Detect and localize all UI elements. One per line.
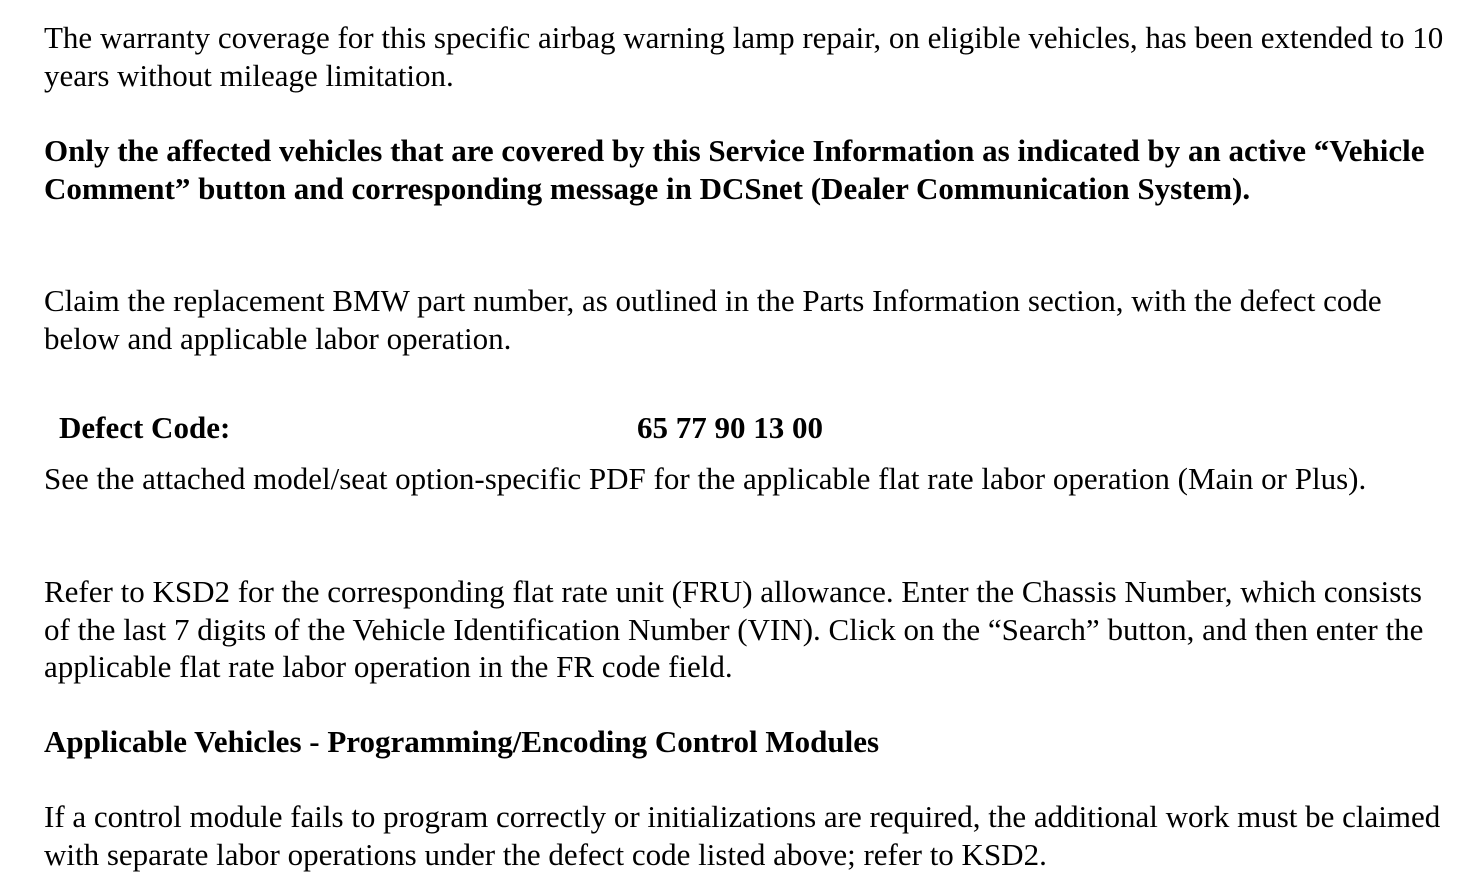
ksd2-instructions-paragraph: Refer to KSD2 for the corresponding flat rate unit (FRU) allowance. Enter the Chassis Number, which consists of the last 7 digits of the Vehicle Identification Number (VIN). Click on the “Search” button, and then enter the applicable flat rate labor operation in the FR code field. [44,574,1424,684]
labor-operation-pdf-paragraph: See the attached model/seat option-specific PDF for the applicable flat rate labor operation (Main or Plus). [44,461,1367,496]
affected-vehicles-notice: Only the affected vehicles that are covered by this Service Information as indicated by an active “Vehicle Comment” button and corresponding message in DCSnet (Dealer Communication System). [44,133,1425,206]
applicable-vehicles-heading: Applicable Vehicles - Programming/Encoding Control Modules [44,724,880,759]
control-module-paragraph: If a control module fails to program correctly or initializations are required, the additional work must be claimed with separate labor operations under the defect code listed above; refer to KSD2. [44,799,1441,872]
warranty-extension-paragraph: The warranty coverage for this specific airbag warning lamp repair, on eligible vehicles, has been extended to 10 years without mileage limitation. [44,20,1444,93]
defect-code-value: 65 77 90 13 00 [637,410,823,445]
defect-code-label: Defect Code: [59,410,231,445]
claim-instructions-paragraph: Claim the replacement BMW part number, as outlined in the Parts Information section, with the defect code below and applicable labor operation. [44,283,1382,356]
defect-code-row [0,409,1472,449]
